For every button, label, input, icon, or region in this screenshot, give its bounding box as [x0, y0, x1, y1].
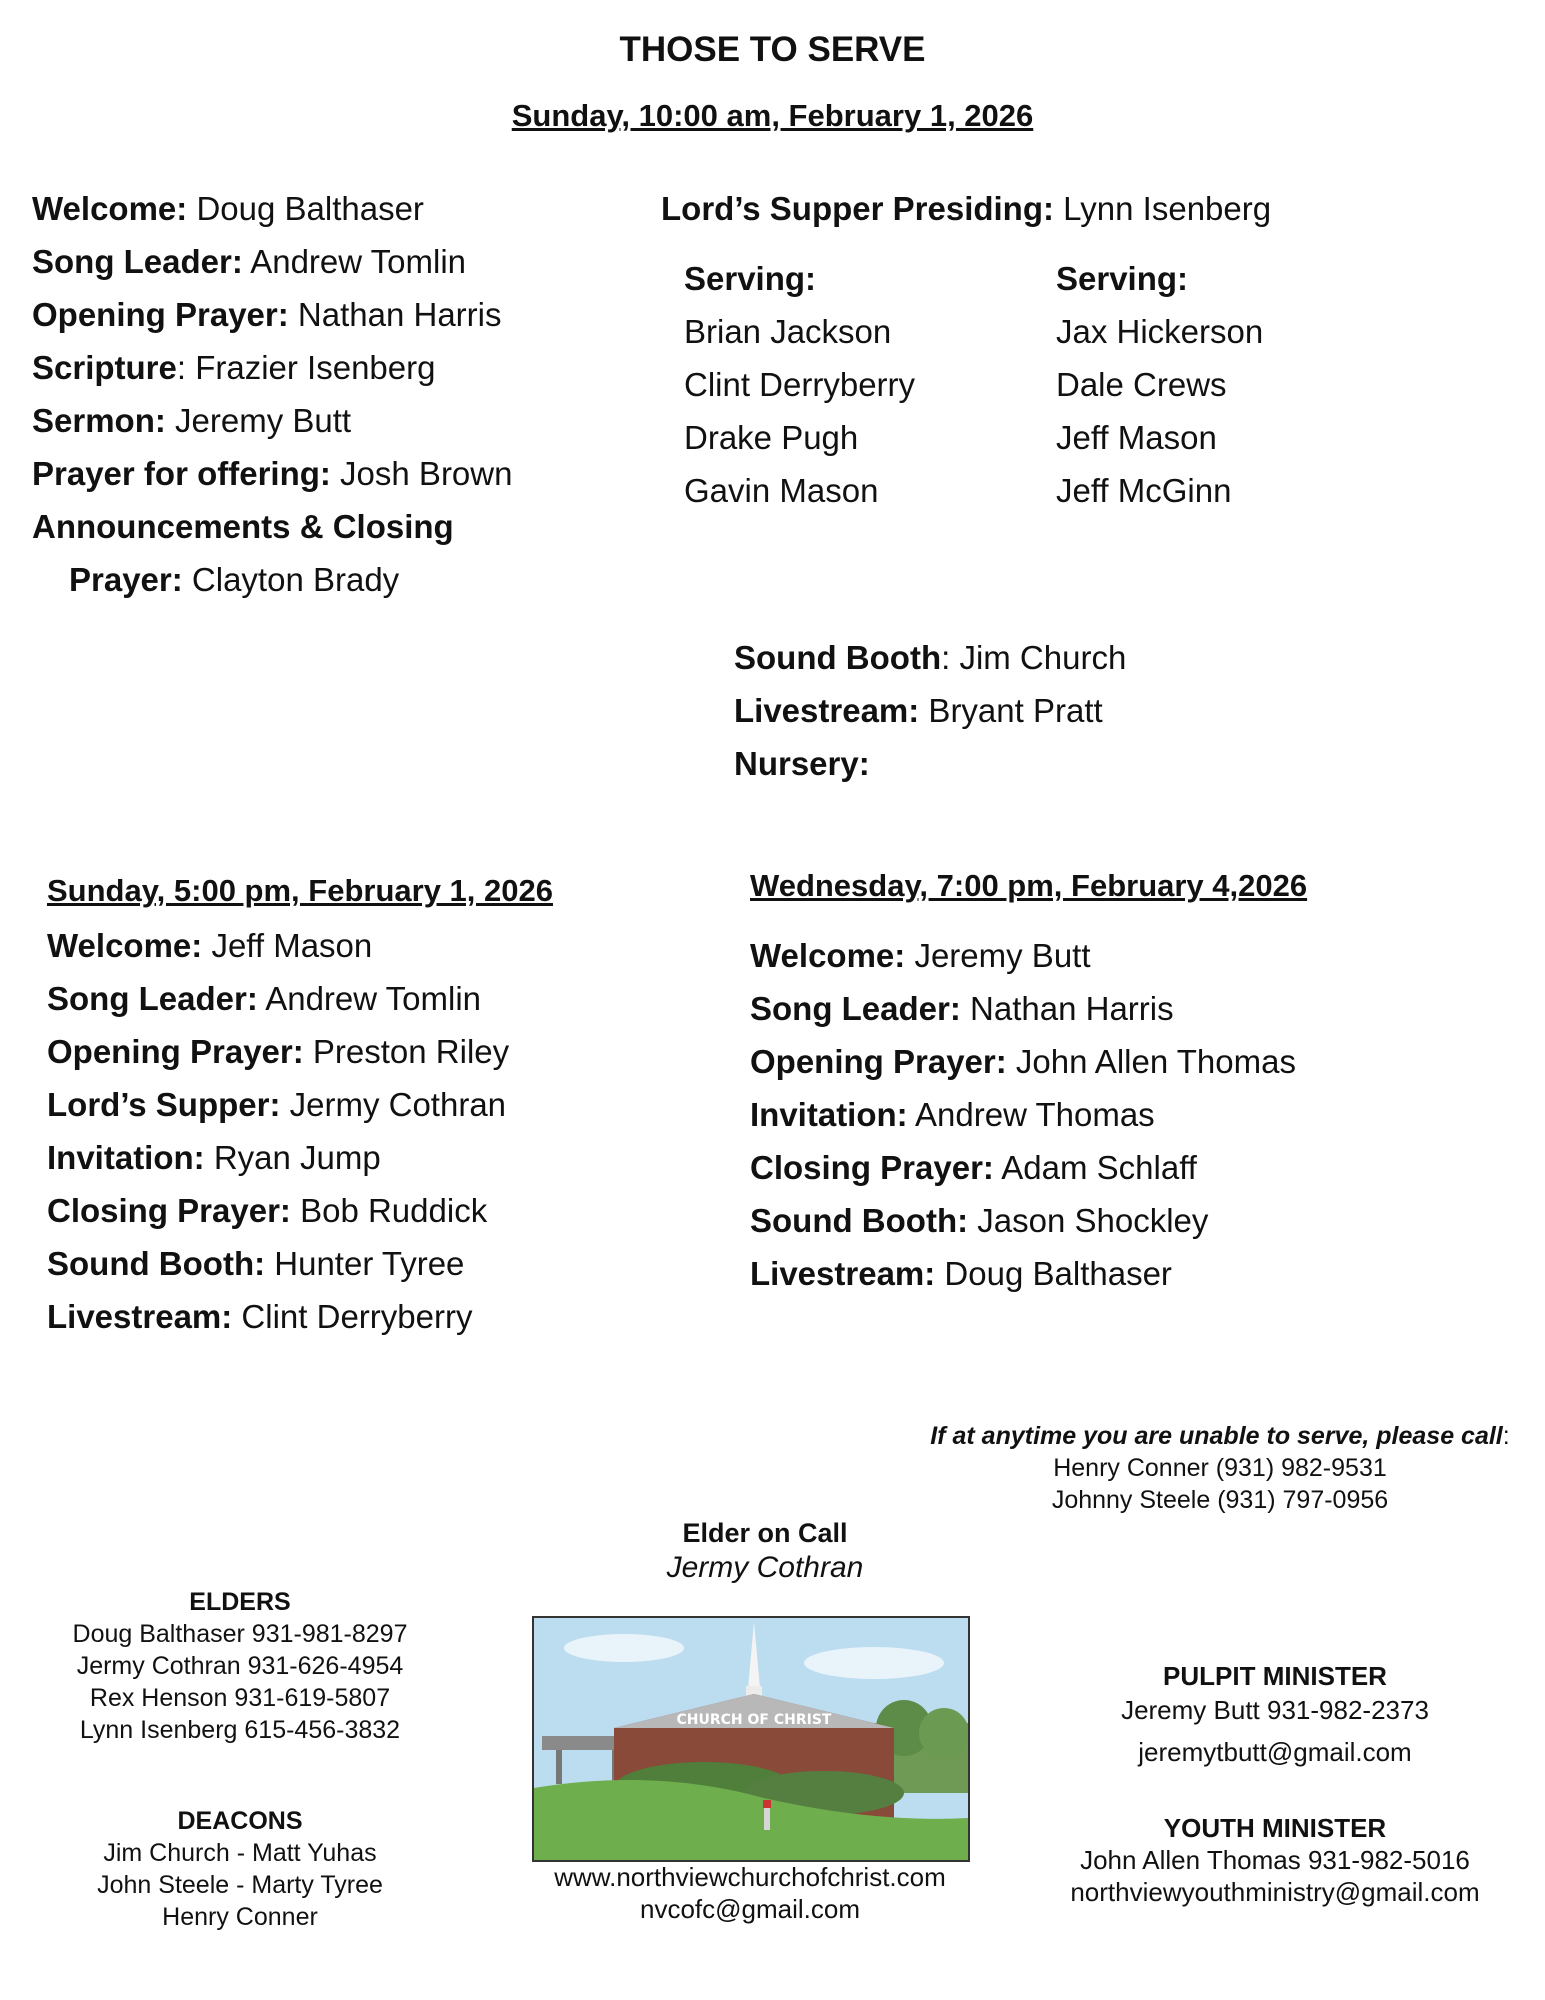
role-line [32, 288, 512, 341]
role-line [750, 1194, 1296, 1247]
server-name: Jeff Mason [1056, 419, 1217, 456]
role-label: Song Leader: [32, 243, 243, 280]
role-label: Livestream: [734, 692, 920, 729]
role-line [47, 1184, 509, 1237]
role-name: Andrew Thomas [907, 1096, 1155, 1133]
role-label: Invitation: [750, 1096, 908, 1133]
role-name: Ryan Jump [204, 1139, 381, 1176]
serving-column-2 [1056, 252, 1263, 517]
role-line [47, 1290, 509, 1343]
role-name: Clayton Brady [182, 561, 400, 598]
role-line [734, 631, 1126, 684]
role-name: John Allen Thomas [1006, 1043, 1296, 1080]
server-name: Dale Crews [1056, 366, 1227, 403]
role-label: Sound Booth [734, 639, 942, 676]
role-name: Josh Brown [330, 455, 513, 492]
role-line [32, 553, 512, 606]
role-label: Opening Prayer: [750, 1043, 1007, 1080]
role-line [750, 982, 1296, 1035]
church-illustration [534, 1618, 968, 1860]
evening-service-heading: Sunday, 5:00 pm, February 1, 2026 [47, 873, 553, 908]
role-label: Welcome: [47, 927, 203, 964]
server-name: Gavin Mason [684, 472, 879, 509]
role-line [32, 341, 512, 394]
deacon-line: Jim Church - Matt Yuhas [103, 1839, 377, 1867]
role-name: Preston Riley [303, 1033, 510, 1070]
role-line [47, 1131, 509, 1184]
role-name: Andrew Tomlin [257, 980, 482, 1017]
role-label: Prayer for offering: [32, 455, 331, 492]
wednesday-service-heading: Wednesday, 7:00 pm, February 4,2026 [750, 868, 1308, 903]
contact-phone: Henry Conner (931) 982-9531 [1053, 1454, 1387, 1482]
role-line [734, 737, 1126, 790]
deacon-line: John Steele - Marty Tyree [97, 1871, 383, 1899]
youth-email[interactable]: northviewyouthministry@gmail.com [1070, 1877, 1480, 1907]
church-contact [500, 1861, 1000, 1925]
contact-phone: Johnny Steele (931) 797-0956 [1051, 1486, 1389, 1514]
role-line [32, 500, 512, 553]
role-name: Doug Balthaser [935, 1255, 1172, 1292]
unable-note-colon: : [1502, 1422, 1510, 1450]
serving-heading: Serving: [1056, 260, 1189, 297]
role-line [47, 1025, 509, 1078]
role-label: Sound Booth: [750, 1202, 969, 1239]
elder-contact: Rex Henson 931-619-5807 [89, 1684, 391, 1712]
booth-roles [734, 631, 1126, 790]
morning-roles [32, 182, 512, 606]
elder-contact: Doug Balthaser 931-981-8297 [72, 1620, 408, 1648]
role-name: Andrew Tomlin [242, 243, 467, 280]
church-photo [532, 1616, 970, 1862]
server-name: Jeff McGinn [1056, 472, 1232, 509]
role-name: Nathan Harris [960, 990, 1174, 1027]
deacon-line: Henry Conner [162, 1903, 318, 1931]
role-name: Jeremy Butt [165, 402, 352, 439]
role-label: Closing Prayer: [750, 1149, 994, 1186]
role-label: Nursery: [734, 745, 870, 782]
pulpit-phone: Jeremy Butt 931-982-2373 [1121, 1695, 1429, 1725]
role-name: Lynn Isenberg [1054, 190, 1272, 227]
role-line [32, 235, 512, 288]
role-label: Song Leader: [47, 980, 258, 1017]
church-sign-text: CHURCH OF CHRIST [676, 1712, 832, 1728]
server-name: Drake Pugh [684, 419, 859, 456]
role-label: Scripture [32, 349, 177, 386]
role-line [32, 182, 512, 235]
elder-on-call-heading: Elder on Call [682, 1518, 848, 1548]
role-label: Closing Prayer: [47, 1192, 291, 1229]
role-label: Opening Prayer: [47, 1033, 304, 1070]
church-email[interactable]: nvcofc@gmail.com [639, 1894, 860, 1924]
role-name: Clint Derryberry [232, 1298, 473, 1335]
role-label: Lord’s Supper: [47, 1086, 281, 1123]
role-line [32, 394, 512, 447]
role-label: Welcome: [750, 937, 906, 974]
role-name: : Frazier Isenberg [176, 349, 436, 386]
role-label: Opening Prayer: [32, 296, 289, 333]
unable-note-line [910, 1420, 1530, 1452]
serving-column-1 [684, 252, 915, 517]
church-website[interactable]: www.northviewchurchofchrist.com [554, 1862, 946, 1892]
role-line [750, 1035, 1296, 1088]
role-label: Livestream: [750, 1255, 936, 1292]
role-line [47, 1237, 509, 1290]
role-name: Jason Shockley [968, 1202, 1209, 1239]
role-name: Bob Ruddick [290, 1192, 488, 1229]
role-name: Jeremy Butt [905, 937, 1091, 974]
pulpit-heading: PULPIT MINISTER [1163, 1661, 1387, 1691]
role-line [47, 1078, 509, 1131]
role-label: Livestream: [47, 1298, 233, 1335]
role-name: Jeff Mason [202, 927, 373, 964]
role-line [47, 919, 509, 972]
elders-heading: ELDERS [189, 1588, 291, 1616]
elder-contact: Jermy Cothran 931-626-4954 [76, 1652, 404, 1680]
role-label: Lord’s Supper Presiding: [661, 190, 1054, 227]
elder-on-call-name: Jermy Cothran [666, 1551, 864, 1584]
wednesday-roles [750, 929, 1296, 1300]
role-line [750, 1141, 1296, 1194]
role-label: Sermon: [32, 402, 166, 439]
deacons-list [20, 1805, 460, 1933]
role-name: Adam Schlaff [993, 1149, 1197, 1186]
youth-minister [1030, 1812, 1520, 1908]
role-name: Nathan Harris [288, 296, 502, 333]
server-name: Clint Derryberry [684, 366, 916, 403]
role-label: Prayer: [69, 561, 183, 598]
server-name: Jax Hickerson [1056, 313, 1264, 350]
youth-heading: YOUTH MINISTER [1163, 1813, 1387, 1843]
role-line [750, 1247, 1296, 1300]
role-line [32, 447, 512, 500]
role-line [47, 972, 509, 1025]
lords-supper-presiding [661, 182, 1271, 235]
role-line [750, 929, 1296, 982]
role-label: Welcome: [32, 190, 188, 227]
morning-service-heading: Sunday, 10:00 am, February 1, 2026 [511, 98, 1034, 133]
unable-to-serve-note [910, 1420, 1530, 1516]
role-line [750, 1088, 1296, 1141]
role-label: Song Leader: [750, 990, 961, 1027]
role-label: Sound Booth: [47, 1245, 266, 1282]
deacons-heading: DEACONS [177, 1807, 303, 1835]
elder-contact: Lynn Isenberg 615-456-3832 [79, 1716, 401, 1744]
evening-roles [47, 919, 509, 1343]
pulpit-email[interactable]: jeremytbutt@gmail.com [1138, 1737, 1412, 1767]
page-title: THOSE TO SERVE [619, 30, 926, 69]
role-line [734, 684, 1126, 737]
pulpit-minister [1030, 1659, 1520, 1769]
role-name: Hunter Tyree [265, 1245, 465, 1282]
serving-heading: Serving: [684, 260, 817, 297]
role-label: Announcements & Closing [32, 508, 454, 545]
elders-list [20, 1586, 460, 1746]
role-name: Doug Balthaser [187, 190, 424, 227]
elder-on-call [560, 1516, 970, 1586]
unable-note-text: If at anytime you are unable to serve, please call [930, 1422, 1503, 1450]
role-name: : Jim Church [941, 639, 1127, 676]
role-name: Jermy Cothran [280, 1086, 507, 1123]
server-name: Brian Jackson [684, 313, 892, 350]
role-name: Bryant Pratt [919, 692, 1103, 729]
youth-phone: John Allen Thomas 931-982-5016 [1080, 1845, 1470, 1875]
role-label: Invitation: [47, 1139, 205, 1176]
